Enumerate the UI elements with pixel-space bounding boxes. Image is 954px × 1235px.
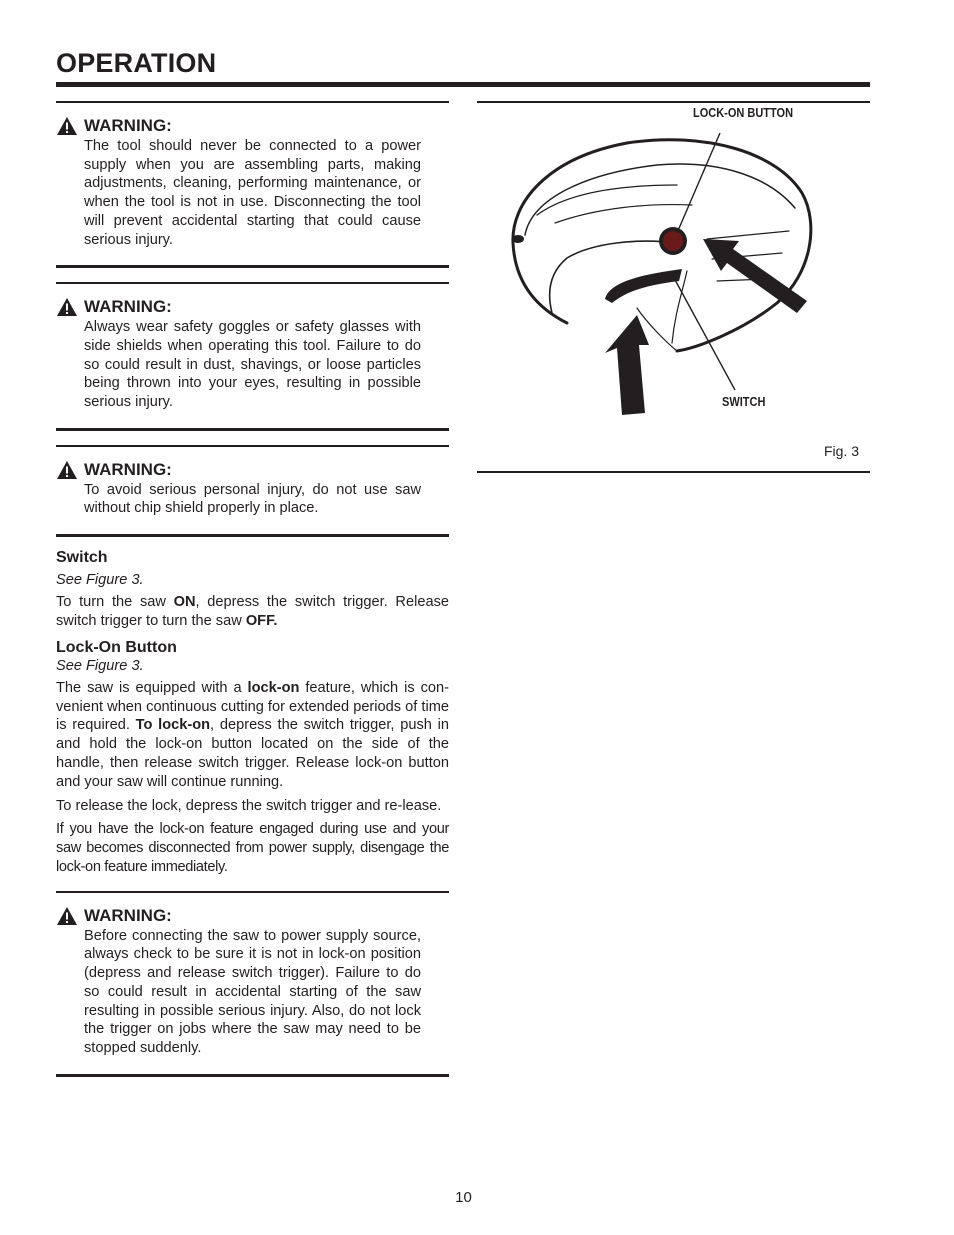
- left-column: [56, 101, 449, 1077]
- warning-heading: [56, 459, 421, 481]
- warning-box-goggles: [56, 282, 449, 431]
- warning-text: Always wear safety goggles or safety glasses with side shields when operating this tool. Failure to do so could result in dust, shavings, or loose particles being thrown into your eyes, resulting in possible serious injury.: [84, 319, 421, 411]
- page-title: OPERATION: [56, 48, 217, 78]
- warning-heading: [56, 905, 421, 927]
- warning-box-power: [56, 101, 449, 268]
- callout-lockon-button: LOCK-ON BUTTON: [693, 106, 794, 120]
- warning-text: The tool should never be connected to a power supply when you are assembling parts, making adjustments, cleaning, performing maintenance, or when the tool is not in use. Disconnecting the tool will prevent accidental starting that could cause serious injury.: [84, 138, 421, 248]
- lockon-paragraph-3: If you have the lock-on feature engaged during use and your saw becomes disconnected from power supply, disengage the lock-on feature immediately.: [56, 821, 449, 875]
- saw-handle-illustration: [477, 103, 870, 471]
- switch-see-figure: See Figure 3.: [56, 572, 144, 589]
- warning-heading: [56, 296, 421, 318]
- lockon-paragraph-2: To release the lock, depress the switch trigger and re-lease.: [56, 797, 442, 814]
- figure-label: Fig. 3: [823, 443, 859, 459]
- switch-paragraph: To turn the saw ON, depress the switch trigger. Release switch trigger to turn the saw OFF.: [56, 594, 449, 629]
- lockon-paragraph-1: The saw is equipped with a lock-on feature, which is con-venient when continuous cutting for extended periods of time is required. To lock-on, depress the switch trigger, push in and hold the lock-on button located on the side of the handle, then release switch trigger. Release lock-on button and your saw will continue running.: [56, 679, 449, 790]
- warning-triangle-icon: [56, 116, 78, 136]
- switch-heading: Switch: [56, 549, 108, 567]
- warning-triangle-icon: [56, 906, 78, 926]
- warning-triangle-icon: [56, 297, 78, 317]
- warning-label: WARNING:: [84, 905, 172, 925]
- lockon-see-figure: See Figure 3.: [56, 657, 144, 674]
- figure-3: [477, 101, 870, 473]
- warning-box-lockon: [56, 891, 449, 1077]
- page-number: 10: [455, 1189, 472, 1206]
- warning-label: WARNING:: [84, 116, 172, 135]
- warning-text: Before connecting the saw to power supply source, always check to be sure it is not in lock-on position (depress and release switch trigger). Failure to do so could result in accidental starting of the saw resulting in possible serious injury. Also, do not lock the trigger on jobs where the saw may need to be stopped suddenly.: [84, 927, 421, 1056]
- warning-label: WARNING:: [84, 459, 172, 479]
- lockon-heading: Lock-On Button: [56, 638, 177, 656]
- warning-box-chip-shield: [56, 445, 449, 537]
- callout-switch: SWITCH: [722, 395, 766, 409]
- warning-label: WARNING:: [84, 297, 172, 317]
- warning-triangle-icon: [56, 460, 78, 480]
- warning-heading: [56, 115, 421, 137]
- warning-text: To avoid serious personal injury, do not use saw without chip shield properly in place.: [84, 481, 421, 517]
- title-rule: [56, 82, 870, 87]
